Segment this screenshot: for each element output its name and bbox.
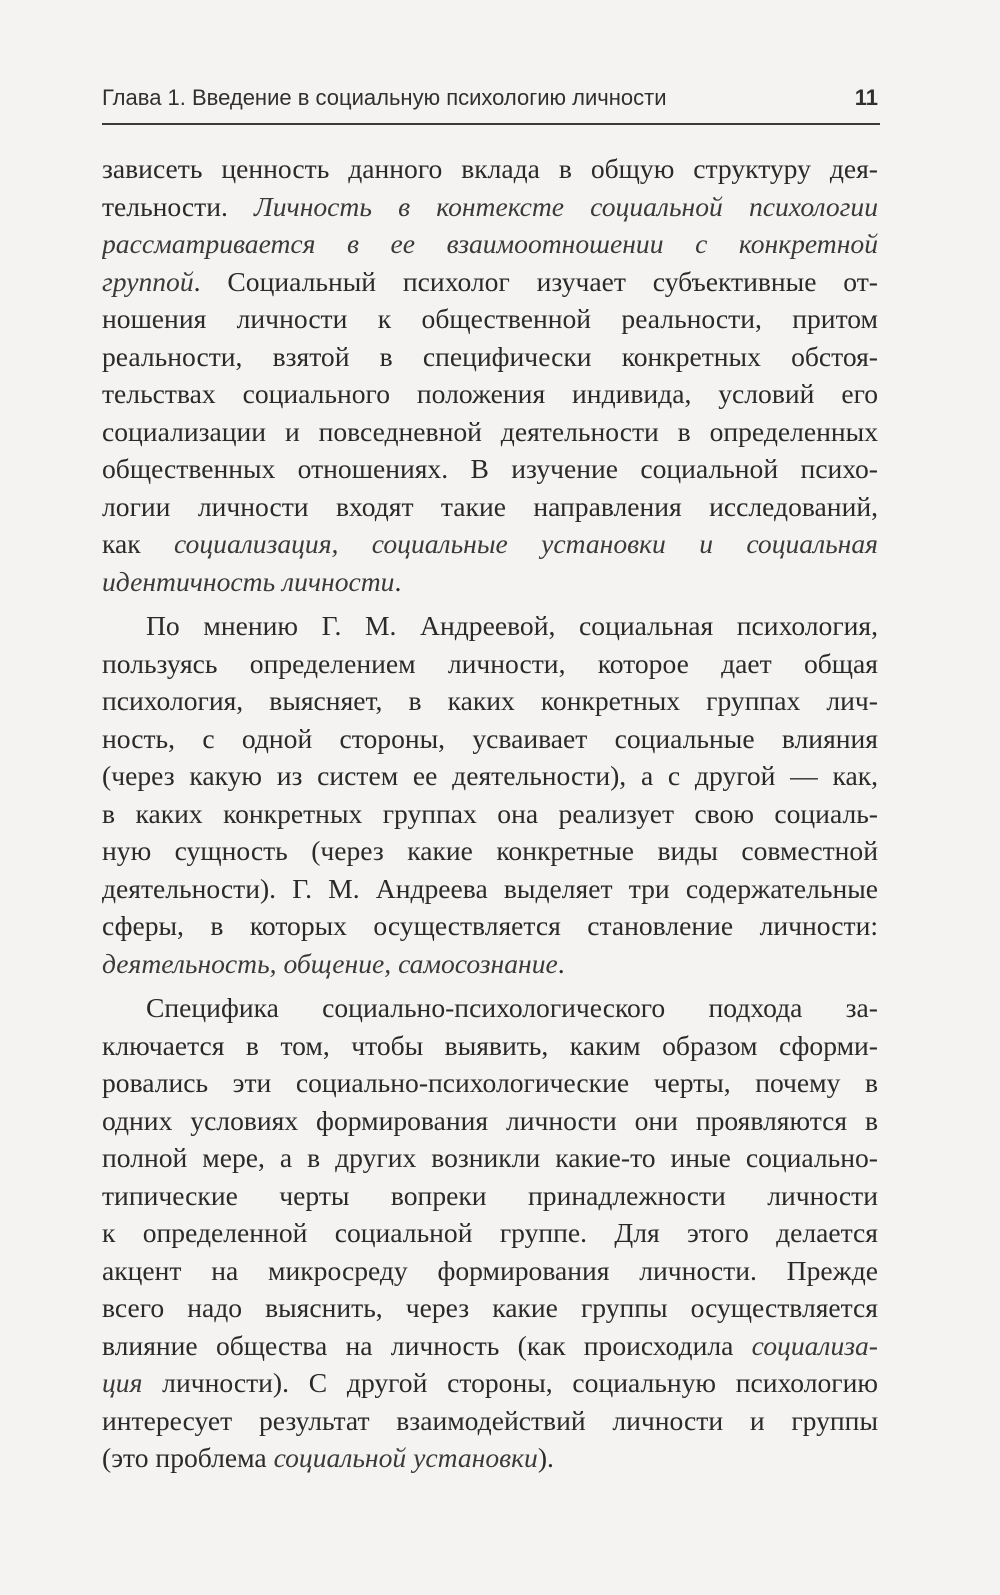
text-line [102, 795, 878, 833]
text-run: всего надо выяснить, через какие группы осуществляется [102, 1292, 878, 1323]
italic-text: рассматривается в ее взаимоотношении с конкретной [102, 228, 878, 259]
text-line [102, 720, 878, 758]
text-run: ную сущность (через какие конкретные виды совместной [102, 835, 878, 866]
italic-text: группой [102, 265, 194, 297]
text-line [102, 450, 878, 488]
text-run: . Социальный психолог изучает субъективные от- [193, 265, 878, 297]
text-run: социализации и повседневной деятельности в определенных [102, 415, 878, 447]
text-run: ровались эти социально-психологические черты, почему в [102, 1067, 878, 1098]
italic-text: деятельность, общение, самосознание [102, 947, 558, 979]
text-line [102, 300, 878, 338]
italic-text: Личность в контексте социальной психологии [254, 190, 878, 222]
text-line [102, 1139, 878, 1177]
text-line [102, 832, 878, 870]
text-line [102, 263, 878, 301]
text-run: . [557, 947, 565, 979]
text-run: общественных отношениях. В изучение социальной психо- [102, 453, 878, 484]
text-run: ). [537, 1442, 554, 1473]
text-line [102, 1364, 878, 1402]
text-line [102, 413, 878, 451]
text-line [102, 1402, 878, 1440]
text-line [102, 1327, 878, 1365]
text-line [102, 1252, 878, 1290]
text-run: тельствах социального положения индивида, условий его [102, 378, 878, 409]
text-run: типические черты вопреки принадлежности личности [102, 1179, 878, 1211]
text-line [102, 1064, 878, 1102]
text-run: зависеть ценность данного вклада в общую структуру дея- [102, 153, 878, 184]
paragraph-gap [102, 982, 878, 989]
text-run: логии личности входят такие направления исследований, [102, 490, 878, 522]
body-text [102, 150, 878, 1477]
text-line [102, 907, 878, 945]
text-line [102, 338, 878, 376]
text-line [102, 682, 878, 720]
text-run: психология, выясняет, в каких конкретных группах лич- [102, 685, 878, 716]
text-run: ключается в том, чтобы выявить, каким образом сформи- [102, 1029, 878, 1061]
italic-text: идентичность личности [102, 565, 395, 597]
text-run: ность, с одной стороны, усваивает социальные влияния [102, 722, 878, 754]
text-line [102, 225, 878, 263]
text-run: Специфика социально-психологического подхода за- [146, 992, 878, 1023]
page-number: 11 [854, 85, 878, 110]
text-line [102, 989, 878, 1027]
italic-text: социализация, социальные установки и социальная [174, 528, 878, 559]
text-line [102, 645, 878, 683]
text-line [102, 188, 878, 226]
text-line [102, 607, 878, 645]
running-header [102, 83, 880, 125]
text-run: в каких конкретных группах она реализует свою социаль- [102, 797, 878, 829]
text-line [102, 525, 878, 563]
paragraph-gap [102, 600, 878, 607]
text-line [102, 757, 878, 795]
text-line [102, 1102, 878, 1140]
paragraph [102, 989, 878, 1477]
paragraph [102, 150, 878, 600]
text-run: тельности. [102, 190, 255, 222]
text-run: влияние общества на личность (как происходила [102, 1329, 752, 1361]
text-line [102, 563, 878, 601]
text-run: личности). С другой стороны, социальную психологию [142, 1367, 878, 1398]
text-run: пользуясь определением личности, которое дает общая [102, 647, 878, 679]
text-line [102, 1177, 878, 1215]
italic-text: социальной установки [273, 1442, 538, 1473]
text-run: деятельности). Г. М. Андреева выделяет три содержательные [102, 872, 878, 904]
text-run: ношения личности к общественной реальности, притом [102, 303, 878, 334]
text-line [102, 1289, 878, 1327]
text-line [102, 488, 878, 526]
chapter-title: Глава 1. Введение в социальную психологию личности [102, 85, 667, 110]
text-run: как [102, 528, 174, 559]
text-run: реальности, взятой в специфически конкретных обстоя- [102, 340, 878, 372]
text-run: (это проблема [102, 1442, 274, 1473]
text-line [102, 150, 878, 188]
text-line [102, 1439, 878, 1477]
italic-text: ция [102, 1367, 143, 1398]
text-line [102, 1027, 878, 1065]
text-run: сферы, в которых осуществляется становление личности: [102, 910, 878, 941]
text-run: интересует результат взаимодействий личности и группы [102, 1404, 878, 1436]
text-line [102, 375, 878, 413]
text-run: одних условиях формирования личности они проявляются в [102, 1104, 878, 1136]
text-run: полной мере, а в других возникли какие-то иные социально- [102, 1142, 878, 1173]
text-run: . [394, 565, 402, 597]
text-run: По мнению Г. М. Андреевой, социальная психология, [146, 610, 878, 641]
text-line [102, 870, 878, 908]
text-run: акцент на микросреду формирования личности. Прежде [102, 1254, 878, 1286]
text-line [102, 945, 878, 983]
paragraph [102, 607, 878, 982]
text-run: (через какую из систем ее деятельности), а с другой — как, [102, 760, 878, 791]
italic-text: социализа- [751, 1329, 878, 1361]
text-run: к определенной социальной группе. Для этого делается [102, 1217, 878, 1248]
text-line [102, 1214, 878, 1252]
